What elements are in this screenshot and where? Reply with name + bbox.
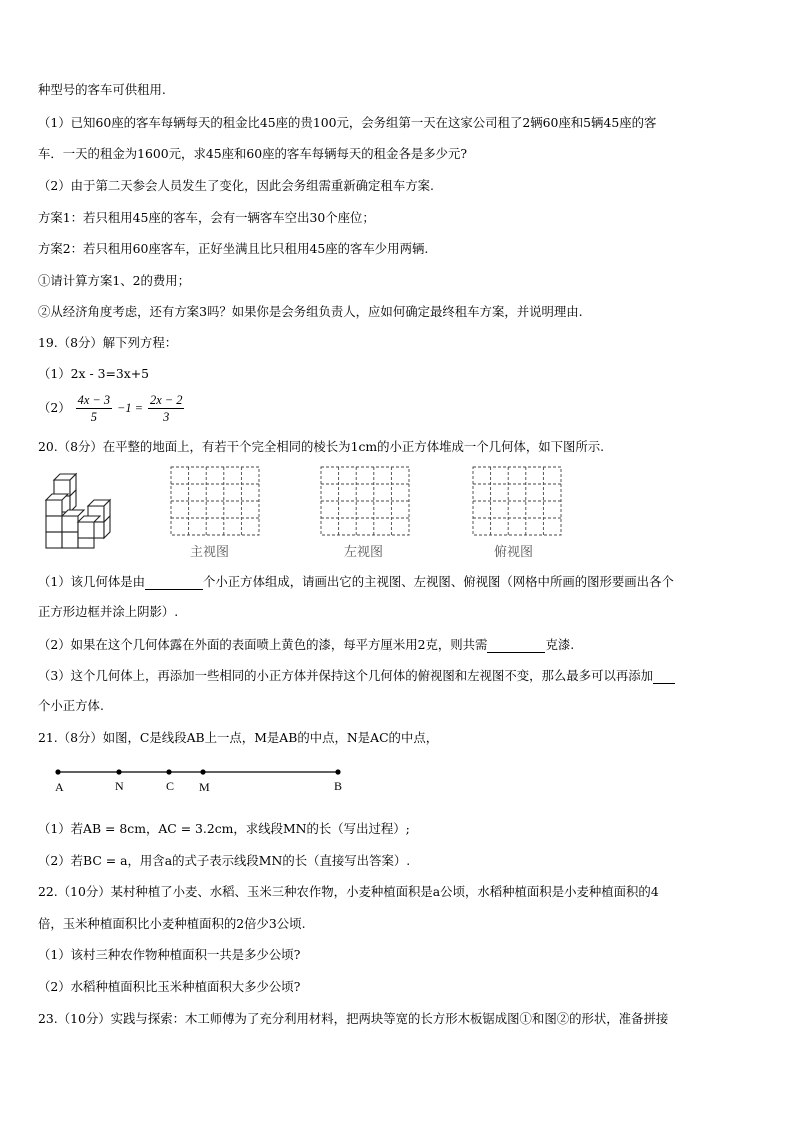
point-b bbox=[335, 769, 340, 774]
p18-plan2: 方案2：若只租用60座客车，正好坐满且比只租用45座的客车少用两辆. bbox=[38, 241, 429, 256]
p21-heading: 21.（8分）如图，C是线段AB上一点，M是AB的中点，N是AC的中点， bbox=[38, 730, 439, 745]
p18-q1-line-b: 车．一天的租金为1600元，求45座和60座的客车每辆每天的租金各是多少元? bbox=[38, 146, 468, 161]
eq1-text: 2x - 3=3x+5 bbox=[70, 366, 150, 381]
front-view-grid[interactable] bbox=[170, 466, 260, 536]
p18-plan1: 方案1：若只租用45座的客车，会有一辆客车空出30个座位； bbox=[38, 210, 375, 225]
label-a: A bbox=[55, 780, 64, 794]
p20-q1-text-a: （1）该几何体是由 bbox=[38, 574, 146, 589]
left-view-grid[interactable] bbox=[320, 466, 410, 536]
point-c bbox=[166, 769, 171, 774]
eq1-label: （1） bbox=[38, 366, 71, 381]
p18-q1-line-a: （1）已知60座的客车每辆每天的租金比45座的贵100元，会务组第一天在这家公司租了2辆60座和5辆45座的客 bbox=[38, 115, 657, 130]
p20-q3-line-b: 个小正方体. bbox=[38, 698, 104, 713]
p20-q3-line-a bbox=[38, 667, 675, 684]
p20-q2-text-a: （2）如果在这个几何体露在外面的表面喷上黄色的漆，每平方厘米用2克，则共需 bbox=[38, 637, 488, 652]
top-view-label: 俯视图 bbox=[494, 545, 534, 560]
p19-equation-2 bbox=[38, 391, 185, 425]
p18-sub2: ②从经济角度考虑，还有方案3吗？如果你是会务组负责人，应如何确定最终租车方案，并说明理由. bbox=[38, 304, 583, 319]
label-c: C bbox=[166, 779, 175, 793]
left-view-label: 左视图 bbox=[344, 545, 384, 560]
p20-q2 bbox=[38, 636, 574, 653]
p20-q1-text-b: 个小正方体组成，请画出它的主视图、左视图、俯视图（网格中所画的图形要画出各个 bbox=[203, 574, 674, 589]
p20-q3-text-a: （3）这个几何体上，再添加一些相同的小正方体并保持这个几何体的俯视图和左视图不变，那么最多可以再添加 bbox=[38, 668, 654, 683]
label-n: N bbox=[115, 779, 124, 793]
p18-line1: 种型号的客车可供租用. bbox=[38, 82, 166, 97]
p20-q2-text-b: 克漆. bbox=[545, 637, 575, 652]
front-view-label: 主视图 bbox=[190, 545, 230, 560]
p20-q3-blank[interactable] bbox=[653, 667, 675, 684]
p19-heading: 19.（8分）解下列方程： bbox=[38, 335, 178, 350]
p23-heading: 23.（10分）实践与探索：木工师傅为了充分利用材料，把两块等宽的长方形木板锯成图①和图②的形状，准备拼接 bbox=[38, 1011, 669, 1026]
point-n bbox=[116, 769, 121, 774]
p22-heading-a: 22.（10分）某村种植了小麦、水稻、玉米三种农作物，小麦种植面积是a公顷，水稻种植面积是小麦种植面积的4 bbox=[38, 884, 659, 899]
p18-q2: （2）由于第二天参会人员发生了变化，因此会务组需重新确定租车方案. bbox=[38, 178, 434, 193]
p21-q1: （1）若AB = 8cm，AC = 3.2cm，求线段MN的长（写出过程）; bbox=[38, 821, 410, 836]
p18-sub1: ①请计算方案1、2的费用； bbox=[38, 273, 191, 288]
eq2-denominator-left: 5 bbox=[90, 410, 97, 424]
p20-q2-blank[interactable] bbox=[487, 636, 545, 653]
eq2-label: （2） bbox=[38, 400, 71, 415]
eq2-denominator-right: 3 bbox=[163, 410, 170, 424]
label-b: B bbox=[334, 779, 343, 793]
p19-equation-1 bbox=[38, 366, 149, 382]
eq2-numerator-right: 2x − 2 bbox=[150, 393, 183, 407]
segment-ab-figure bbox=[46, 760, 356, 796]
p20-q1-line-a bbox=[38, 573, 674, 590]
eq2-fraction-left bbox=[76, 392, 112, 425]
eq2-fraction-right bbox=[148, 392, 184, 425]
p22-heading-b: 倍，玉米种植面积比小麦种植面积的2倍少3公顷. bbox=[38, 916, 306, 931]
p20-q1-line-c: 正方形边框并涂上阴影）. bbox=[38, 604, 179, 619]
eq2-middle: −1 = bbox=[117, 401, 144, 415]
p22-q1: （1）该村三种农作物种植面积一共是多少公顷? bbox=[38, 947, 301, 962]
top-view-grid[interactable] bbox=[472, 466, 562, 536]
p20-q1-blank[interactable] bbox=[145, 573, 203, 590]
p20-heading: 20.（8分）在平整的地面上，有若干个完全相同的棱长为1cm的小正方体堆成一个几何体，如下图所示. bbox=[38, 439, 605, 454]
cube-stack-figure bbox=[36, 470, 116, 550]
point-a bbox=[55, 769, 60, 774]
p22-q2: （2）水稻种植面积比玉米种植面积大多少公顷? bbox=[38, 979, 301, 994]
eq2-numerator-left: 4x − 3 bbox=[77, 393, 111, 407]
point-m bbox=[200, 769, 205, 774]
label-m: M bbox=[199, 780, 210, 794]
p21-q2: （2）若BC = a，用含a的式子表示线段MN的长（直接写出答案）. bbox=[38, 853, 411, 868]
